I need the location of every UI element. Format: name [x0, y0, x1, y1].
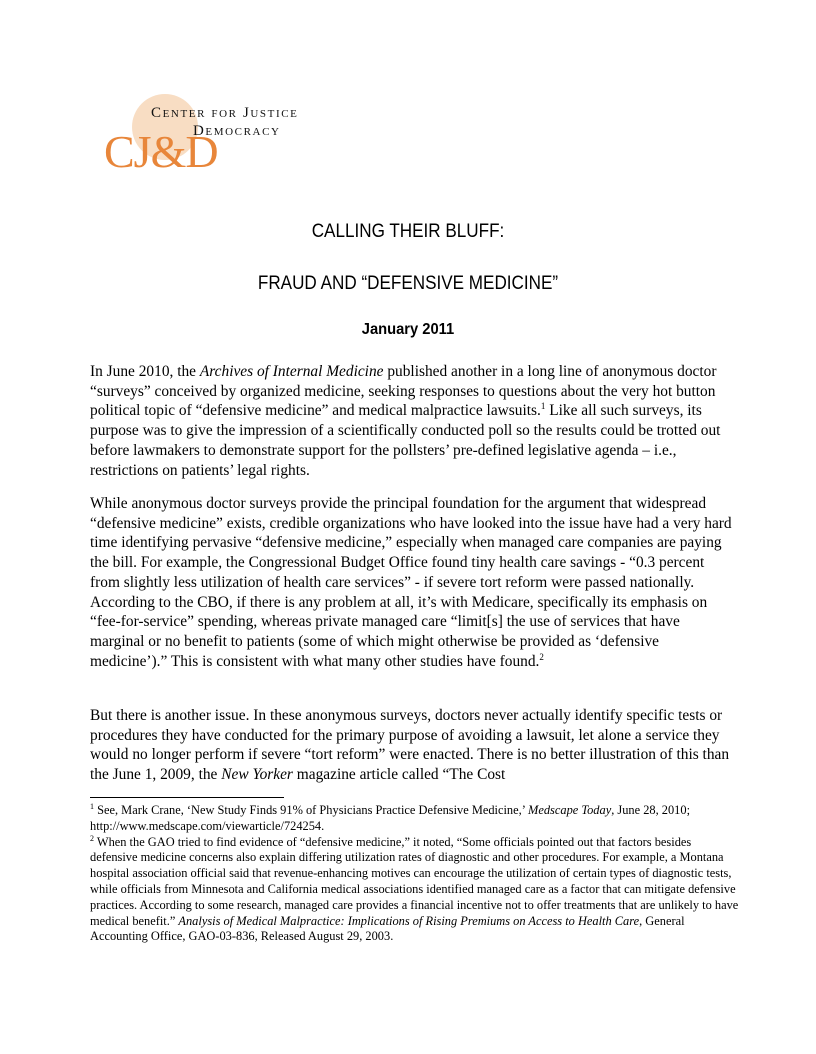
logo-org-name-line2: Democracy	[193, 123, 281, 139]
footnote-1-text-c: , June 28, 2010; http://www.medscape.com/viewarticle/724254.	[90, 803, 691, 833]
logo-org-name-line1: Center for Justice	[151, 105, 299, 121]
paragraph-3	[90, 706, 738, 785]
logo-monogram: CJ&D	[104, 126, 218, 177]
document-title-line1: CALLING THEIR BLUFF:	[311, 221, 505, 242]
footnote-2-number: 2	[90, 833, 94, 843]
cjd-logo	[100, 90, 370, 190]
paragraph-2-text-a: While anonymous doctor surveys provide the principal foundation for the argument that widespread “defensive medicine” exists, credible organizations who have looked into the issue have had a very hard time identifying pervasive “defensive medicine,” especially when managed care companies are paying the bill. For example, the Congressional Budget Office found tiny health care savings - “0.3 percent from slightly less utilization of health care services” - if severe tort reform were passed nationally. According to the CBO, if there is any problem at all, it’s with Medicare, specifically its emphasis on “fee-for-service” spending, whereas private managed care “limit[s] the use of services that have marginal or no benefit to patients (some of which might otherwise be provided as ‘defensive medicine’).” This is consistent with what many other studies have found.	[90, 495, 732, 670]
footnote-2-source-title: Analysis of Medical Malpractice: Implications of Rising Premiums on Access to Health Care	[178, 913, 640, 928]
paragraph-1-journal-title: Archives of Internal Medicine	[199, 363, 384, 380]
paragraph-2	[90, 494, 738, 671]
paragraph-1-text-a: In June 2010, the	[90, 363, 200, 380]
footnote-2-text-a: When the GAO tried to find evidence of “defensive medicine,” it noted, “Some officials pointed out that factors besides defensive medicine concerns also explain differing utilization rates of diagnostic and other procedures. For example, a Montana hospital association official said that revenue-enhancing motives can encourage the utilization of certain types of diagnostic tests, while officials from Minnesota and California medical associations identified managed care as a factor that can mitigate defensive practices. According to some research, managed care provides a financial incentive not to offer treatments that are unlikely to have medical benefit.”	[90, 834, 739, 928]
footnotes	[90, 803, 740, 945]
document-title-line2: FRAUD AND “DEFENSIVE MEDICINE”	[257, 273, 559, 294]
footnote-2	[90, 835, 740, 946]
footnote-1-source-title: Medscape Today	[528, 803, 612, 817]
paragraph-1	[90, 362, 738, 480]
paragraph-1-text-c: published another in a long line of anonymous doctor “surveys” conceived by organized medicine, seeking responses to questions about the very hot button political topic of “defensive medicine” and medical malpractice lawsuits.	[90, 363, 717, 420]
footnote-2-text-c: , General Accounting Office, GAO-03-836, Released August 29, 2003.	[90, 913, 685, 944]
paragraph-3-text-a: But there is another issue. In these anonymous surveys, doctors never actually identify specific tests or procedures they have conducted for the primary purpose of avoiding a lawsuit, let alone a service they would no longer perform if severe “tort reform” were enacted. There is no better illustration of this than the June 1, 2009, the	[90, 707, 730, 784]
paragraph-1-text-d: Like all such surveys, its purpose was to give the impression of a scientifically conducted poll so the results could be trotted out before lawmakers to demonstrate support for the pollsters’ pre-defined legislative agenda – i.e., restrictions on patients’ legal rights.	[90, 402, 721, 479]
footnote-1	[90, 803, 740, 835]
footnote-1-number: 1	[90, 802, 94, 811]
footnote-ref-1[interactable]: 1	[540, 401, 546, 412]
footnote-separator	[90, 797, 284, 798]
footnote-1-text-a: See, Mark Crane, ‘New Study Finds 91% of Physicians Practice Defensive Medicine,’	[94, 803, 529, 817]
document-date: January 2011	[361, 321, 455, 338]
paragraph-3-text-c: magazine article called “The Cost	[292, 766, 506, 784]
footnote-ref-2[interactable]: 2	[539, 651, 544, 662]
paragraph-3-magazine-title: New Yorker	[221, 766, 293, 784]
